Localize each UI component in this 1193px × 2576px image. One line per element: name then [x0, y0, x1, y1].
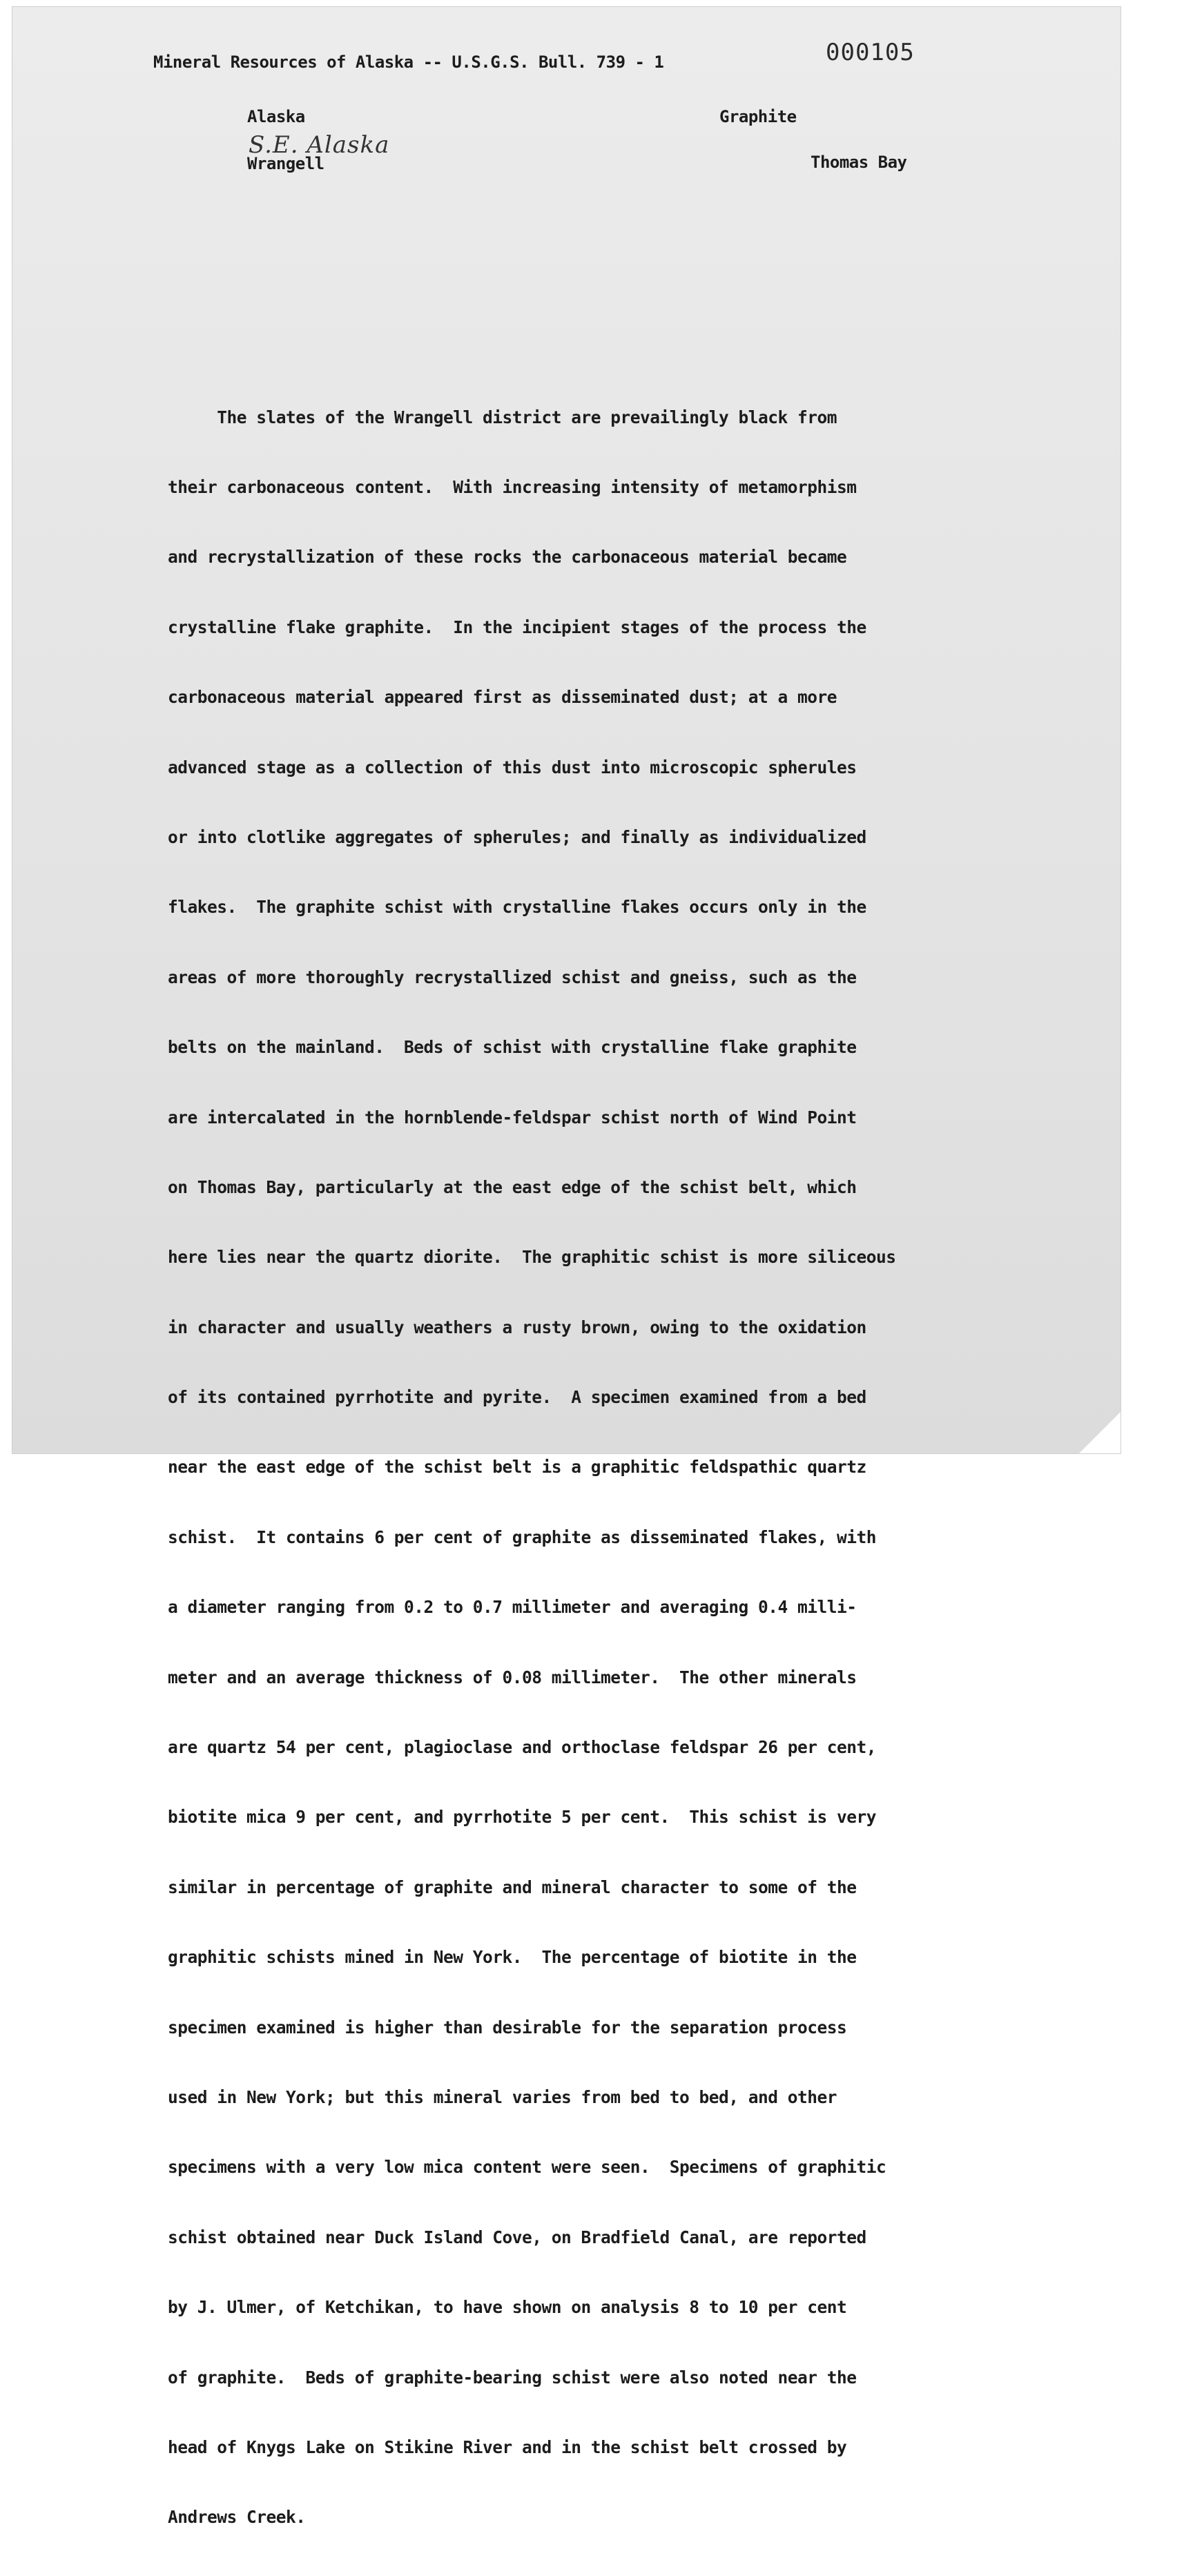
text-line: flakes. The graphite schist with crystalline flakes occurs only in the	[168, 897, 866, 918]
text-line: areas of more thoroughly recrystallized schist and gneiss, such as the	[168, 967, 857, 987]
district-label: Wrangell	[247, 154, 324, 173]
body-paragraph	[168, 359, 896, 2576]
text-line: of graphite. Beds of graphite-bearing schist were also noted near the	[168, 2367, 857, 2388]
text-line: schist. It contains 6 per cent of graphite as disseminated flakes, with	[168, 1527, 877, 1547]
text-line: and recrystallization of these rocks the carbonaceous material became	[168, 547, 847, 568]
source-header: Mineral Resources of Alaska -- U.S.G.S. Bull. 739 - 1	[153, 52, 664, 72]
state-label: Alaska	[247, 107, 305, 126]
text-line: carbonaceous material appeared first as disseminated dust; at a more	[168, 687, 837, 708]
locality-label: Thomas Bay	[811, 153, 907, 172]
text-line: head of Knygs Lake on Stikine River and in the schist belt crossed by	[168, 2437, 847, 2457]
text-line: of its contained pyrrhotite and pyrite. A specimen examined from a bed	[168, 1387, 866, 1408]
text-line: are intercalated in the hornblende-feldspar schist north of Wind Point	[168, 1107, 857, 1127]
text-line: belts on the mainland. Beds of schist with crystalline flake graphite	[168, 1037, 857, 1058]
handwritten-region-note: S.E. Alaska	[249, 131, 390, 159]
text-line: biotite mica 9 per cent, and pyrrhotite 5 per cent. This schist is very	[168, 1807, 877, 1828]
text-line: are quartz 54 per cent, plagioclase and orthoclase feldspar 26 per cent,	[168, 1737, 877, 1758]
text-line: a diameter ranging from 0.2 to 0.7 millimeter and averaging 0.4 milli-	[168, 1597, 857, 1618]
commodity-label: Graphite	[719, 107, 797, 126]
text-line: here lies near the quartz diorite. The graphitic schist is more siliceous	[168, 1247, 896, 1268]
text-line: crystalline flake graphite. In the incipient stages of the process the	[168, 617, 866, 637]
text-line: meter and an average thickness of 0.08 millimeter. The other minerals	[168, 1667, 857, 1687]
text-line: by J. Ulmer, of Ketchikan, to have shown on analysis 8 to 10 per cent	[168, 2297, 847, 2318]
text-line: near the east edge of the schist belt is a graphitic feldspathic quartz	[168, 1457, 866, 1478]
text-line: graphitic schists mined in New York. The percentage of biotite in the	[168, 1947, 857, 1968]
text-line: advanced stage as a collection of this dust into microscopic spherules	[168, 757, 857, 777]
text-line: or into clotlike aggregates of spherules; and finally as individualized	[168, 826, 866, 847]
text-line: Andrews Creek.	[168, 2507, 306, 2528]
text-line: specimens with a very low mica content were seen. Specimens of graphitic	[168, 2157, 886, 2178]
text-line: The slates of the Wrangell district are prevailingly black from	[168, 407, 837, 427]
text-line: schist obtained near Duck Island Cove, on Bradfield Canal, are reported	[168, 2227, 866, 2247]
document-page	[12, 7, 1121, 2528]
text-line: their carbonaceous content. With increasing intensity of metamorphism	[168, 476, 857, 497]
page-corner-fold	[1079, 1412, 1121, 1453]
text-line: similar in percentage of graphite and mineral character to some of the	[168, 1877, 857, 1897]
text-line: on Thomas Bay, particularly at the east edge of the schist belt, which	[168, 1176, 857, 1197]
text-line: used in New York; but this mineral varies from bed to bed, and other	[168, 2086, 837, 2107]
page-number: 000105	[826, 39, 915, 66]
text-line: specimen examined is higher than desirable for the separation process	[168, 2017, 847, 2037]
text-line: in character and usually weathers a rusty brown, owing to the oxidation	[168, 1317, 866, 1337]
